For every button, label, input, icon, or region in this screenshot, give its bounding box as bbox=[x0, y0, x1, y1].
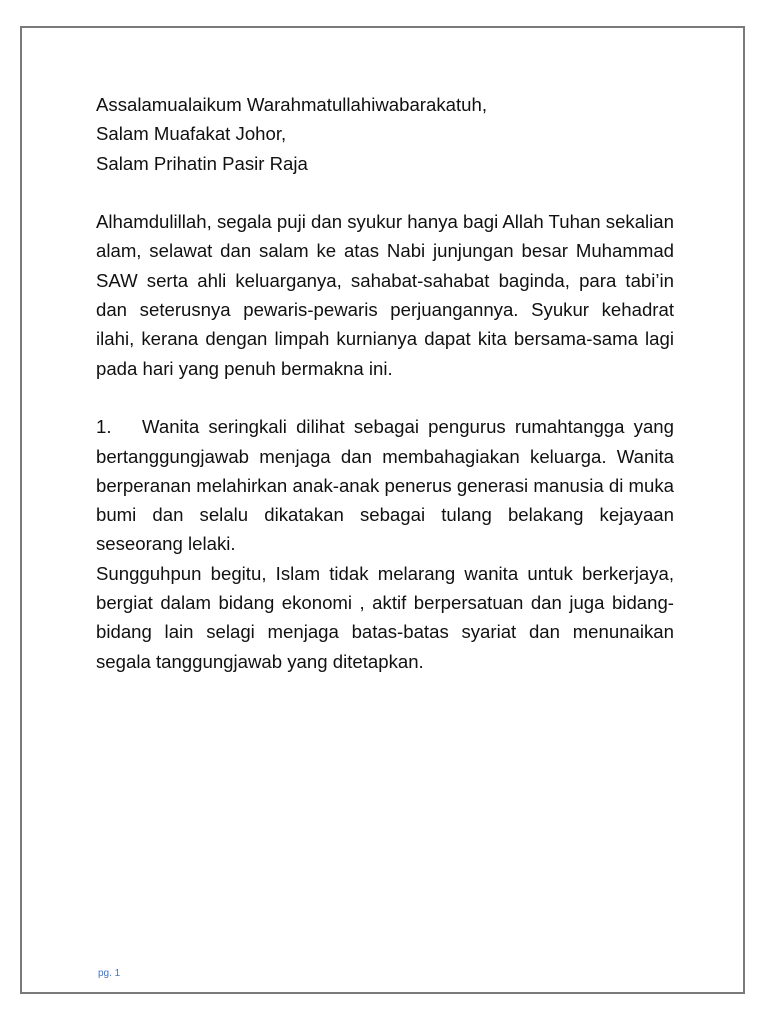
page-number: pg. 1 bbox=[98, 968, 121, 979]
opening-paragraph: Alhamdulillah, segala puji dan syukur hanya bagi Allah Tuhan sekalian alam, selawat dan salam ke atas Nabi junjungan besar Muhammad SAW serta ahli keluarganya, sahabat-sahabat baginda, para tabi’in dan seterusnya pewaris-pewaris perjuangannya. Syukur kehadrat ilahi, kerana dengan limpah kurnianya dapat kita bersama-sama lagi pada hari yang penuh bermakna ini. bbox=[96, 211, 674, 379]
paragraph-spacer bbox=[96, 178, 674, 207]
follow-paragraph: Sungguhpun begitu, Islam tidak melarang wanita untuk berkerjaya, bergiat dalam bidang ekonomi , aktif berpersatuan dan juga bidang-bidang lain selagi menjaga batas-batas syariat dan menunaikan segala tanggungjawab yang ditetapkan. bbox=[96, 562, 674, 672]
point-text: Wanita seringkali dilihat sebagai pengurus rumahtangga yang bertanggungjawab menjaga dan membahagiakan keluarga. Wanita berperanan melahirkan anak-anak penerus generasi manusia di muka bumi dan selalu dikatakan sebagai tulang belakang kejayaan seseorang lelaki. bbox=[96, 416, 674, 555]
greeting-line: Salam Muafakat Johor, bbox=[96, 123, 287, 145]
greeting-block bbox=[96, 90, 674, 178]
point-number: 1. bbox=[96, 416, 112, 438]
document-page bbox=[20, 26, 745, 994]
greeting-line: Salam Prihatin Pasir Raja bbox=[96, 152, 308, 174]
document-body bbox=[96, 90, 674, 676]
paragraph-spacer bbox=[96, 383, 674, 412]
greeting-line: Assalamualaikum Warahmatullahiwabarakatuh, bbox=[96, 94, 487, 115]
numbered-point bbox=[96, 412, 674, 558]
